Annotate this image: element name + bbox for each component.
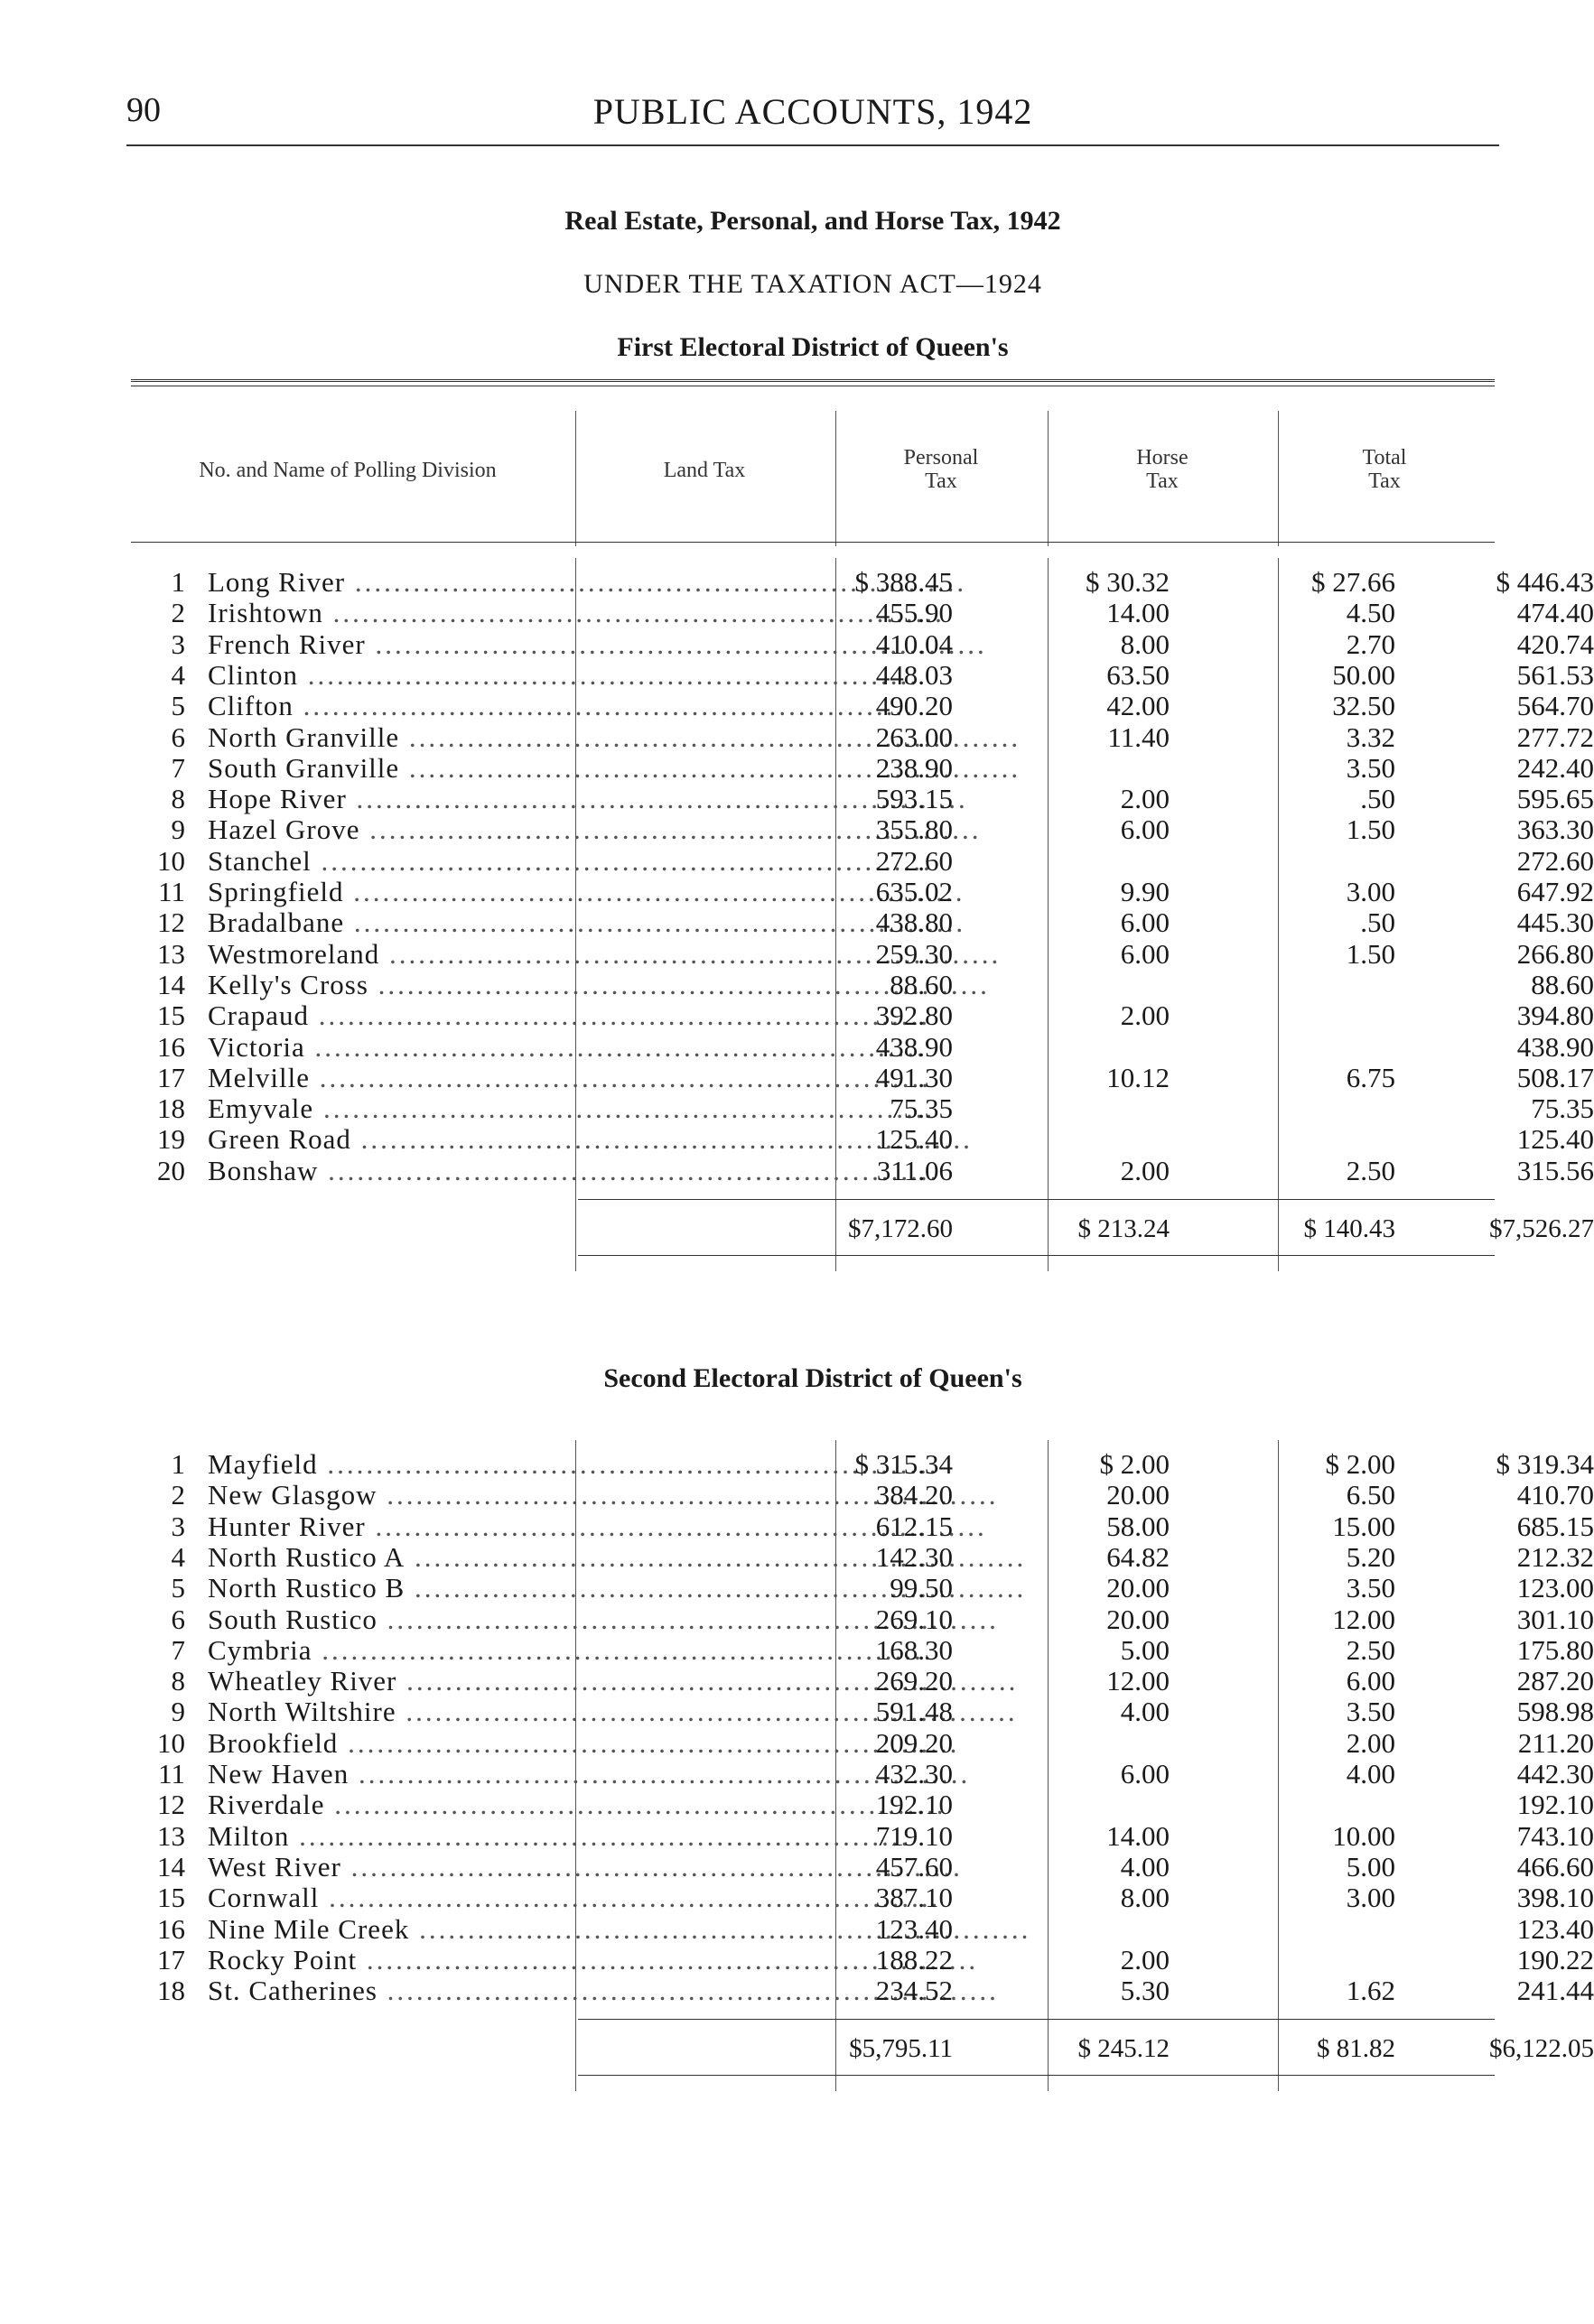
cell-total: 272.60	[1516, 844, 1594, 877]
table-row	[131, 1665, 1594, 1697]
cell-land: 448.03	[875, 658, 953, 691]
district-1-table	[131, 566, 1594, 1253]
table-row	[131, 1789, 1594, 1821]
cell-personal: 10.12	[1106, 1061, 1170, 1093]
cell-name: North Rustico B .....	[208, 1573, 704, 1604]
cell-horse: 1.50	[1346, 937, 1395, 970]
table-row	[131, 999, 1594, 1032]
cell-name: New Haven .....	[208, 1759, 704, 1789]
cell-horse: 32.50	[1332, 690, 1395, 722]
cell-horse: 50.00	[1332, 658, 1395, 691]
cell-no: 16	[157, 1030, 185, 1063]
cell-total: 266.80	[1516, 937, 1594, 970]
cell-horse: 2.50	[1346, 1633, 1395, 1666]
cell-land: 259.30	[875, 937, 953, 970]
cell-personal: 2.00	[1120, 783, 1170, 815]
total-land: $7,172.60	[848, 1214, 953, 1243]
cell-horse: 3.50	[1346, 1572, 1395, 1604]
col-header-division: No. and Name of Polling Division	[199, 459, 497, 482]
cell-land: 209.20	[875, 1726, 953, 1759]
cell-land: 238.90	[875, 751, 953, 784]
cell-no: 14	[157, 968, 185, 1000]
table-row	[131, 1540, 1594, 1573]
table-row	[131, 658, 1594, 691]
cell-land: 612.15	[875, 1510, 953, 1542]
table-row	[131, 1696, 1594, 1728]
table-row	[131, 1850, 1594, 1882]
table-row	[131, 813, 1594, 846]
cell-land: 593.15	[875, 783, 953, 815]
cell-personal: 20.00	[1106, 1603, 1170, 1635]
cell-no: 4	[171, 658, 185, 691]
cell-personal: $ 30.32	[1086, 566, 1170, 598]
cell-horse: 3.50	[1346, 1696, 1395, 1728]
cell-total: 442.30	[1516, 1758, 1594, 1789]
cell-name: Clinton .....	[208, 660, 704, 691]
table-row	[131, 1943, 1594, 1975]
cell-horse: 12.00	[1332, 1603, 1395, 1635]
cell-personal: 6.00	[1120, 813, 1170, 846]
cell-horse: 15.00	[1332, 1510, 1395, 1542]
cell-total: 212.32	[1516, 1540, 1594, 1573]
cell-no: 7	[171, 751, 185, 784]
cell-personal: 5.30	[1120, 1975, 1170, 2007]
cell-total: 88.60	[1531, 968, 1594, 1000]
cell-total: 75.35	[1531, 1092, 1594, 1125]
table-row	[131, 1882, 1594, 1914]
cell-horse: 3.00	[1346, 1882, 1395, 1914]
cell-no: 11	[158, 1758, 185, 1789]
cell-horse: 10.00	[1332, 1819, 1395, 1852]
cell-no: 17	[157, 1061, 185, 1093]
cell-name: West River .....	[208, 1852, 704, 1882]
cell-no: 11	[158, 876, 185, 907]
cell-land: 269.20	[875, 1665, 953, 1697]
cell-no: 13	[157, 937, 185, 970]
cell-total: 125.40	[1516, 1123, 1594, 1156]
cell-personal: 2.00	[1120, 999, 1170, 1032]
cell-personal: 4.00	[1120, 1696, 1170, 1728]
totals-row	[131, 1213, 1594, 1244]
cell-personal: 4.00	[1120, 1850, 1170, 1882]
table-row	[131, 1448, 1594, 1480]
cell-total: 241.44	[1516, 1975, 1594, 2007]
total-personal: $ 213.24	[1077, 1214, 1170, 1243]
cell-name: Nine Mile Creek .....	[208, 1914, 704, 1945]
table-row	[131, 720, 1594, 753]
col-divider	[575, 1440, 576, 2091]
cell-personal: 6.00	[1120, 937, 1170, 970]
cell-no: 19	[157, 1123, 185, 1156]
cell-name: St. Catherines .....	[208, 1975, 704, 2006]
col-header-land: Land Tax	[663, 459, 746, 482]
cell-total: $ 446.43	[1496, 566, 1594, 598]
cell-total: 190.22	[1516, 1943, 1594, 1975]
cell-personal: 58.00	[1106, 1510, 1170, 1542]
cell-land: 438.90	[875, 1030, 953, 1063]
cell-personal: 5.00	[1120, 1633, 1170, 1666]
header-top-rule	[131, 379, 1495, 386]
cell-land: 272.60	[875, 844, 953, 877]
cell-total: 242.40	[1516, 751, 1594, 784]
cell-land: 75.35	[890, 1092, 953, 1125]
cell-total: 743.10	[1516, 1819, 1594, 1852]
cell-land: 635.02	[875, 876, 953, 907]
cell-no: 4	[171, 1540, 185, 1573]
cell-no: 8	[171, 783, 185, 815]
cell-name: Hope River .....	[208, 784, 704, 814]
table-row	[131, 1092, 1594, 1125]
cell-total: 211.20	[1517, 1726, 1594, 1759]
cell-total: 420.74	[1516, 627, 1594, 660]
col-divider	[1278, 558, 1279, 1271]
col-divider	[1048, 1440, 1049, 2091]
cell-name: Westmoreland .....	[208, 939, 704, 970]
cell-land: 311.06	[876, 1154, 953, 1186]
totals-rule	[578, 1199, 1495, 1200]
cell-name: North Wiltshire .....	[208, 1697, 704, 1727]
cell-name: Rocky Point .....	[208, 1945, 704, 1975]
table-row	[131, 751, 1594, 784]
page-header	[126, 90, 1499, 146]
total-total: $6,122.05	[1489, 2034, 1594, 2064]
total-horse: $ 81.82	[1317, 2034, 1395, 2064]
cell-horse: .50	[1360, 783, 1395, 815]
cell-total: $ 319.34	[1496, 1448, 1594, 1480]
cell-name: South Granville .....	[208, 753, 704, 784]
cell-personal: 12.00	[1106, 1665, 1170, 1697]
cell-no: 15	[157, 999, 185, 1032]
table-row	[131, 597, 1594, 629]
table-row	[131, 1154, 1594, 1186]
cell-land: 88.60	[890, 968, 953, 1000]
cell-horse: 1.50	[1346, 813, 1395, 846]
cell-name: Melville .....	[208, 1063, 704, 1093]
cell-no: 14	[157, 1850, 185, 1882]
report-subtitle: UNDER THE TAXATION ACT—1924	[583, 269, 1042, 299]
cell-total: 445.30	[1516, 906, 1594, 939]
col-divider	[1048, 411, 1049, 546]
cell-horse: 2.50	[1346, 1154, 1395, 1186]
cell-personal: 8.00	[1120, 627, 1170, 660]
cell-personal: 42.00	[1106, 690, 1170, 722]
cell-personal: 8.00	[1120, 1882, 1170, 1914]
cell-land: 387.10	[875, 1882, 953, 1914]
col-divider	[835, 1440, 836, 2091]
cell-no: 13	[157, 1819, 185, 1852]
cell-horse: 6.50	[1346, 1479, 1395, 1511]
cell-no: 2	[171, 1479, 185, 1511]
table-row	[131, 844, 1594, 877]
table-row	[131, 937, 1594, 970]
cell-total: 598.98	[1516, 1696, 1594, 1728]
cell-no: 17	[157, 1943, 185, 1975]
cell-name: Bonshaw .....	[208, 1156, 704, 1186]
cell-total: 315.56	[1516, 1154, 1594, 1186]
table-bottom-rule	[578, 2075, 1495, 2076]
cell-total: 647.92	[1516, 876, 1594, 907]
cell-personal: 14.00	[1106, 1819, 1170, 1852]
total-horse: $ 140.43	[1303, 1214, 1395, 1243]
cell-horse: 1.62	[1346, 1975, 1395, 2007]
cell-land: 99.50	[890, 1572, 953, 1604]
cell-total: 595.65	[1516, 783, 1594, 815]
cell-total: 564.70	[1516, 690, 1594, 722]
total-land: $5,795.11	[849, 2034, 953, 2064]
district-2-title: Second Electoral District of Queen's	[603, 1363, 1022, 1393]
cell-total: 410.70	[1516, 1479, 1594, 1511]
cell-land: 410.04	[875, 627, 953, 660]
cell-no: 3	[171, 627, 185, 660]
table-row	[131, 1912, 1594, 1945]
cell-land: 269.10	[875, 1603, 953, 1635]
table-row	[131, 783, 1594, 815]
cell-name: New Glasgow .....	[208, 1480, 704, 1511]
cell-name: Hazel Grove .....	[208, 814, 704, 845]
cell-horse: .50	[1360, 906, 1395, 939]
cell-land: 455.90	[875, 597, 953, 629]
cell-total: 466.60	[1516, 1850, 1594, 1882]
cell-horse: $ 2.00	[1325, 1448, 1395, 1480]
cell-name: Crapaud .....	[208, 1000, 704, 1031]
cell-no: 9	[171, 1696, 185, 1728]
cell-personal: $ 2.00	[1099, 1448, 1170, 1480]
table-row	[131, 627, 1594, 660]
table-row	[131, 968, 1594, 1000]
cell-horse: 6.00	[1346, 1665, 1395, 1697]
cell-land: 392.80	[875, 999, 953, 1032]
cell-no: 7	[171, 1633, 185, 1666]
cell-name: Long River .....	[208, 567, 704, 598]
cell-horse: 3.00	[1346, 876, 1395, 907]
cell-land: 188.22	[875, 1943, 953, 1975]
cell-total: 398.10	[1516, 1882, 1594, 1914]
cell-total: 192.10	[1516, 1789, 1594, 1821]
cell-personal: 6.00	[1120, 906, 1170, 939]
cell-name: Victoria .....	[208, 1032, 704, 1063]
total-total: $7,526.27	[1489, 1214, 1594, 1243]
cell-name: North Granville .....	[208, 722, 704, 753]
cell-land: 438.80	[875, 906, 953, 939]
cell-land: 491.30	[875, 1061, 953, 1093]
totals-row	[131, 2033, 1594, 2064]
cell-land: 192.10	[875, 1789, 953, 1821]
report-title: Real Estate, Personal, and Horse Tax, 1942	[564, 206, 1061, 236]
cell-land: 142.30	[875, 1540, 953, 1573]
cell-personal: 2.00	[1120, 1943, 1170, 1975]
table-row	[131, 566, 1594, 598]
cell-no: 16	[157, 1912, 185, 1945]
cell-total: 508.17	[1516, 1061, 1594, 1093]
col-divider	[835, 411, 836, 546]
cell-no: 3	[171, 1510, 185, 1542]
cell-total: 474.40	[1516, 597, 1594, 629]
cell-horse: 3.32	[1346, 720, 1395, 753]
cell-horse: 5.20	[1346, 1540, 1395, 1573]
table-row	[131, 1030, 1594, 1063]
cell-total: 301.10	[1516, 1603, 1594, 1635]
cell-no: 8	[171, 1665, 185, 1697]
cell-no: 6	[171, 720, 185, 753]
table-row	[131, 1061, 1594, 1093]
cell-horse: 5.00	[1346, 1850, 1395, 1882]
cell-land: 123.40	[875, 1912, 953, 1945]
cell-no: 2	[171, 597, 185, 629]
page-number: 90	[126, 91, 161, 129]
cell-land: 719.10	[875, 1819, 953, 1852]
cell-no: 1	[171, 566, 185, 598]
cell-name: South Rustico .....	[208, 1604, 704, 1635]
cell-name: Stanchel .....	[208, 846, 704, 877]
cell-total: 175.80	[1516, 1633, 1594, 1666]
col-divider	[1278, 1440, 1279, 2091]
cell-personal: 11.40	[1107, 720, 1170, 753]
cell-horse: 2.70	[1346, 627, 1395, 660]
cell-horse: 6.75	[1346, 1061, 1395, 1093]
cell-total: 123.00	[1516, 1572, 1594, 1604]
cell-no: 6	[171, 1603, 185, 1635]
cell-no: 1	[171, 1448, 185, 1480]
page-title: PUBLIC ACCOUNTS, 1942	[592, 91, 1033, 132]
cell-land: 355.80	[875, 813, 953, 846]
table-row	[131, 1510, 1594, 1542]
cell-total: 123.40	[1516, 1912, 1594, 1945]
cell-name: Cymbria .....	[208, 1635, 704, 1666]
cell-horse: $ 27.66	[1311, 566, 1395, 598]
cell-land: 168.30	[875, 1633, 953, 1666]
table-row	[131, 1572, 1594, 1604]
col-divider	[835, 558, 836, 1271]
cell-name: Cornwall .....	[208, 1882, 704, 1913]
cell-no: 15	[157, 1882, 185, 1914]
table-row	[131, 906, 1594, 939]
col-divider	[575, 411, 576, 546]
cell-personal: 20.00	[1106, 1479, 1170, 1511]
cell-personal: 64.82	[1106, 1540, 1170, 1573]
col-divider	[575, 558, 576, 1271]
district-1-title: First Electoral District of Queen's	[617, 332, 1009, 362]
cell-personal: 2.00	[1120, 1154, 1170, 1186]
cell-name: Clifton .....	[208, 691, 704, 721]
table-row	[131, 1479, 1594, 1511]
cell-name: Emyvale .....	[208, 1093, 704, 1124]
cell-land: 432.30	[875, 1758, 953, 1789]
cell-personal: 63.50	[1106, 658, 1170, 691]
cell-land: 457.60	[875, 1850, 953, 1882]
cell-total: 363.30	[1516, 813, 1594, 846]
table-row	[131, 1975, 1594, 2007]
header-bottom-rule	[131, 542, 1495, 543]
cell-no: 12	[157, 1789, 185, 1821]
cell-personal: 14.00	[1106, 597, 1170, 629]
cell-total: 277.72	[1516, 720, 1594, 753]
table-row	[131, 1633, 1594, 1666]
cell-no: 10	[157, 1726, 185, 1759]
cell-no: 20	[157, 1154, 185, 1186]
col-divider	[1278, 411, 1279, 546]
cell-personal: 9.90	[1120, 876, 1170, 907]
cell-name: Hunter River .....	[208, 1511, 704, 1542]
cell-land: 263.00	[875, 720, 953, 753]
cell-total: 394.80	[1516, 999, 1594, 1032]
table-bottom-rule	[578, 1255, 1495, 1256]
cell-total: 438.90	[1516, 1030, 1594, 1063]
cell-land: 591.48	[875, 1696, 953, 1728]
table-row	[131, 1726, 1594, 1759]
col-divider	[1048, 558, 1049, 1271]
cell-horse: 4.50	[1346, 597, 1395, 629]
cell-name: Mayfield .....	[208, 1449, 704, 1480]
totals-rule	[578, 2019, 1495, 2020]
table-row	[131, 1758, 1594, 1789]
table-row	[131, 690, 1594, 722]
cell-name: North Rustico A .....	[208, 1542, 704, 1573]
cell-no: 5	[171, 1572, 185, 1604]
col-header-horse: Horse Tax	[1136, 446, 1189, 493]
cell-horse: 4.00	[1346, 1758, 1395, 1789]
cell-no: 10	[157, 844, 185, 877]
cell-name: Green Road .....	[208, 1124, 704, 1155]
cell-no: 18	[157, 1975, 185, 2007]
cell-land: 384.20	[875, 1479, 953, 1511]
cell-land: 490.20	[875, 690, 953, 722]
cell-land: 125.40	[875, 1123, 953, 1156]
cell-no: 9	[171, 813, 185, 846]
table-row	[131, 876, 1594, 907]
cell-name: French River .....	[208, 629, 704, 660]
total-personal: $ 245.12	[1077, 2034, 1170, 2064]
col-header-personal: Personal Tax	[903, 446, 979, 493]
cell-name: Riverdale .....	[208, 1789, 704, 1820]
cell-name: Brookfield .....	[208, 1728, 704, 1759]
cell-horse: 2.00	[1346, 1726, 1395, 1759]
cell-name: Milton .....	[208, 1821, 704, 1852]
cell-personal: 6.00	[1120, 1758, 1170, 1789]
cell-name: Wheatley River .....	[208, 1666, 704, 1697]
cell-personal: 20.00	[1106, 1572, 1170, 1604]
cell-horse: 3.50	[1346, 751, 1395, 784]
cell-total: 287.20	[1516, 1665, 1594, 1697]
table-row	[131, 1603, 1594, 1635]
cell-name: Bradalbane .....	[208, 907, 704, 938]
cell-total: 685.15	[1516, 1510, 1594, 1542]
cell-no: 5	[171, 690, 185, 722]
cell-name: Springfield .....	[208, 877, 704, 907]
table-row	[131, 1123, 1594, 1156]
cell-land: $ 315.34	[854, 1448, 953, 1480]
cell-land: $ 388.45	[854, 566, 953, 598]
cell-land: 234.52	[875, 1975, 953, 2007]
cell-total: 561.53	[1516, 658, 1594, 691]
cell-name: Irishtown .....	[208, 598, 704, 628]
cell-name: Kelly's Cross .....	[208, 970, 704, 1000]
cell-no: 18	[157, 1092, 185, 1125]
table-row	[131, 1819, 1594, 1852]
district-2-table	[131, 1448, 1594, 2081]
col-header-total: Total Tax	[1362, 446, 1407, 493]
cell-no: 12	[157, 906, 185, 939]
